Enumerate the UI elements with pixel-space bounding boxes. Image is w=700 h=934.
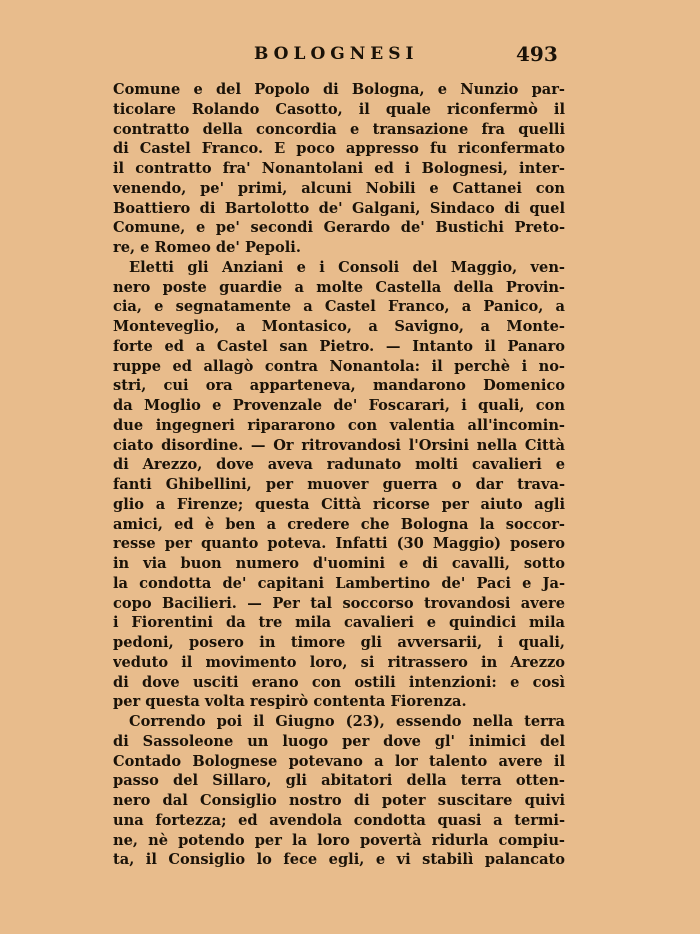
text-line: i Fiorentini da tre mila cavalieri e quindici mila [113,614,565,632]
page-number: 493 [516,42,558,66]
running-head: BOLOGNESI [254,44,419,64]
text-line: nero dal Consiglio nostro di poter suscitare quivi [113,792,565,809]
text-line: ne, nè potendo per la loro povertà ridurla compiu- [113,831,565,849]
text-line: pedoni, posero in timore gli avversarii, i quali, [113,634,565,651]
text-line: forte ed a Castel san Pietro. — Intanto il Panaro [113,337,565,355]
text-line: re, e Romeo de' Pepoli. [113,239,301,256]
text-line: da Moglio e Provenzale de' Foscarari, i quali, con [113,397,565,414]
text-line: veduto il movimento loro, si ritrassero in Arezzo [113,653,565,671]
text-line: la condotta de' capitani Lambertino de' Paci e Ja- [113,574,565,592]
text-line: contratto della concordia e transazione fra quelli [113,120,565,138]
text-line: Comune, e pe' secondi Gerardo de' Bustichi Preto- [113,219,565,237]
text-line: amici, ed è ben a credere che Bologna la soccor- [113,515,565,533]
text-line: resse per quanto poteva. Infatti (30 Maggio) posero [113,535,565,553]
text-line: Comune e del Popolo di Bologna, e Nunzio par- [113,81,565,98]
text-line: una fortezza; ed avendola condotta quasi a termi- [113,811,565,829]
text-line: stri, cui ora apparteneva, mandarono Domenico [113,377,565,395]
paragraph-start-line: Eletti gli Anziani e i Consoli del Maggio, ven- [129,258,565,276]
text-line: venendo, pe' primi, alcuni Nobili e Cattanei con [113,179,565,197]
text-line: cia, e segnatamente a Castel Franco, a Panico, a [113,298,565,316]
text-line: ticolare Rolando Casotto, il quale riconfermò il [113,100,565,118]
text-line: di dove usciti erano con ostili intenzioni: e così [113,673,565,691]
page-header [0,44,700,68]
text-line: Contado Bolognese potevano a lor talento avere il [113,752,565,770]
text-line: Monteveglio, a Montasico, a Savigno, a Monte- [113,318,565,335]
text-line: di Sassoleone un luogo per dove gl' inimici del [113,732,565,750]
text-line: nero poste guardie a molte Castella della Provin- [113,278,565,296]
text-line: ta, il Consiglio lo fece egli, e vi stabilì palancato [113,851,565,869]
text-line: per questa volta respirò contenta Fiorenza. [113,693,467,711]
text-line: Boattiero di Bartolotto de' Galgani, Sindaco di quel [113,199,565,217]
paragraph-start-line: Correndo poi il Giugno (23), essendo nella terra [129,713,565,730]
text-line: di Castel Franco. E poco appresso fu riconfermato [113,140,565,158]
text-line: fanti Ghibellini, per muover guerra o dar trava- [113,476,565,493]
text-line: due ingegneri ripararono con valentia all'incomin- [113,416,565,434]
text-line: copo Bacilieri. — Per tal soccorso trovandosi avere [113,594,565,612]
text-line: in via buon numero d'uomini e di cavalli, sotto [113,555,565,572]
text-line: ciato disordine. — Or ritrovandosi l'Orsini nella Città [113,436,565,454]
text-line: glio a Firenze; questa Città ricorse per aiuto agli [113,495,565,513]
body-text [113,80,565,870]
text-line: ruppe ed allagò contra Nonantola: il perchè i no- [113,357,565,375]
text-line: il contratto fra' Nonantolani ed i Bolognesi, inter- [113,160,565,177]
text-line: di Arezzo, dove aveva radunato molti cavalieri e [113,456,565,474]
text-line: passo del Sillaro, gli abitatori della terra otten- [113,772,565,790]
